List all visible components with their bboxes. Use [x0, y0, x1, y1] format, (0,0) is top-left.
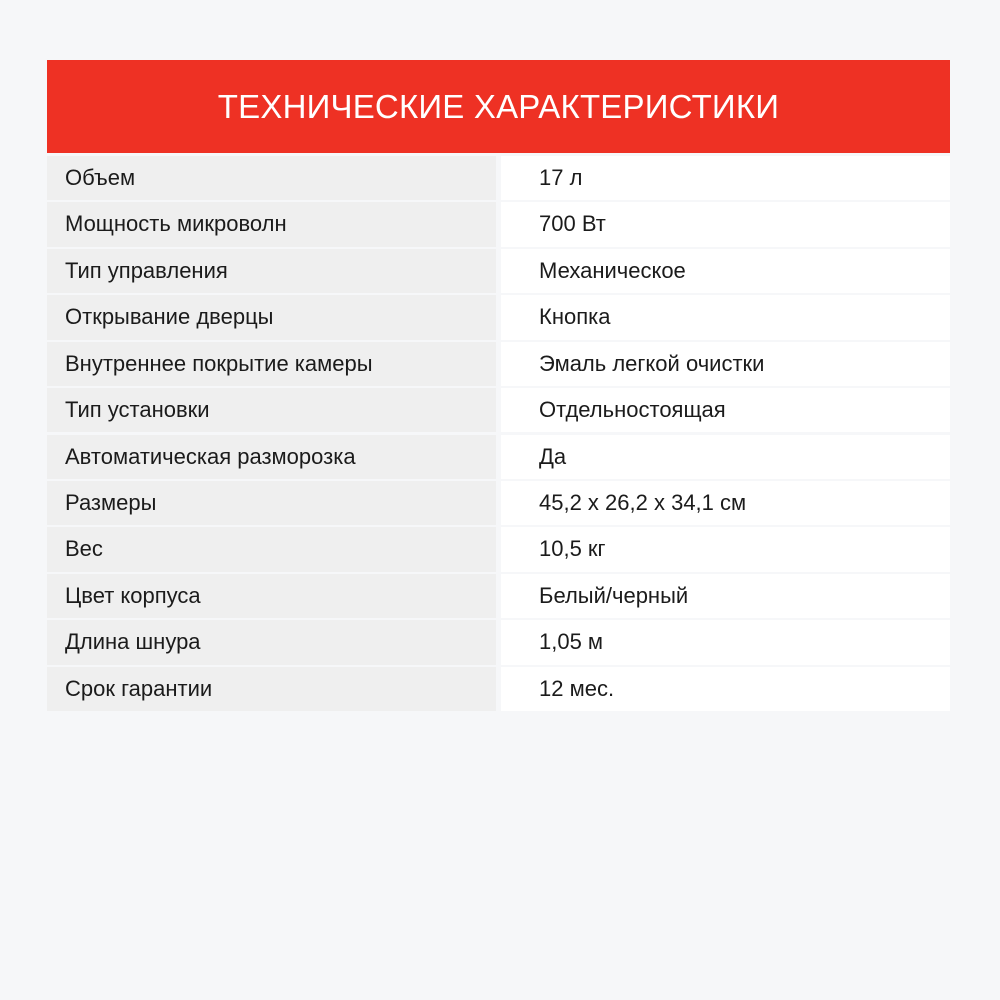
spec-label: Открывание дверцы [47, 295, 496, 339]
spec-table [47, 156, 950, 711]
spec-value: 12 мес. [501, 667, 950, 711]
spec-header [47, 60, 950, 153]
spec-row-auto-defrost [47, 435, 950, 479]
spec-label: Объем [47, 156, 496, 200]
spec-value: Белый/черный [501, 574, 950, 618]
spec-row-body-color [47, 574, 950, 618]
spec-card [47, 60, 950, 713]
spec-row-interior-coating [47, 342, 950, 386]
spec-value: 1,05 м [501, 620, 950, 664]
spec-row-dimensions [47, 481, 950, 525]
spec-row-door-opening [47, 295, 950, 339]
spec-label: Вес [47, 527, 496, 571]
spec-value: Механическое [501, 249, 950, 293]
spec-row-warranty [47, 667, 950, 711]
spec-value: 700 Вт [501, 202, 950, 246]
spec-row-installation-type [47, 388, 950, 432]
spec-row-microwave-power [47, 202, 950, 246]
spec-value: Эмаль легкой очистки [501, 342, 950, 386]
spec-value: 45,2 x 26,2 x 34,1 см [501, 481, 950, 525]
spec-label: Длина шнура [47, 620, 496, 664]
spec-row-weight [47, 527, 950, 571]
spec-row-control-type [47, 249, 950, 293]
spec-row-volume [47, 156, 950, 200]
page-title: ТЕХНИЧЕСКИЕ ХАРАКТЕРИСТИКИ [217, 87, 780, 125]
spec-label: Тип установки [47, 388, 496, 432]
spec-row-cord-length [47, 620, 950, 664]
spec-label: Тип управления [47, 249, 496, 293]
spec-value: 17 л [501, 156, 950, 200]
spec-label: Размеры [47, 481, 496, 525]
spec-value: Отдельностоящая [501, 388, 950, 432]
spec-label: Внутреннее покрытие камеры [47, 342, 496, 386]
spec-label: Мощность микроволн [47, 202, 496, 246]
spec-label: Цвет корпуса [47, 574, 496, 618]
spec-value: Да [501, 435, 950, 479]
spec-value: 10,5 кг [501, 527, 950, 571]
spec-label: Срок гарантии [47, 667, 496, 711]
spec-value: Кнопка [501, 295, 950, 339]
spec-label: Автоматическая разморозка [47, 435, 496, 479]
